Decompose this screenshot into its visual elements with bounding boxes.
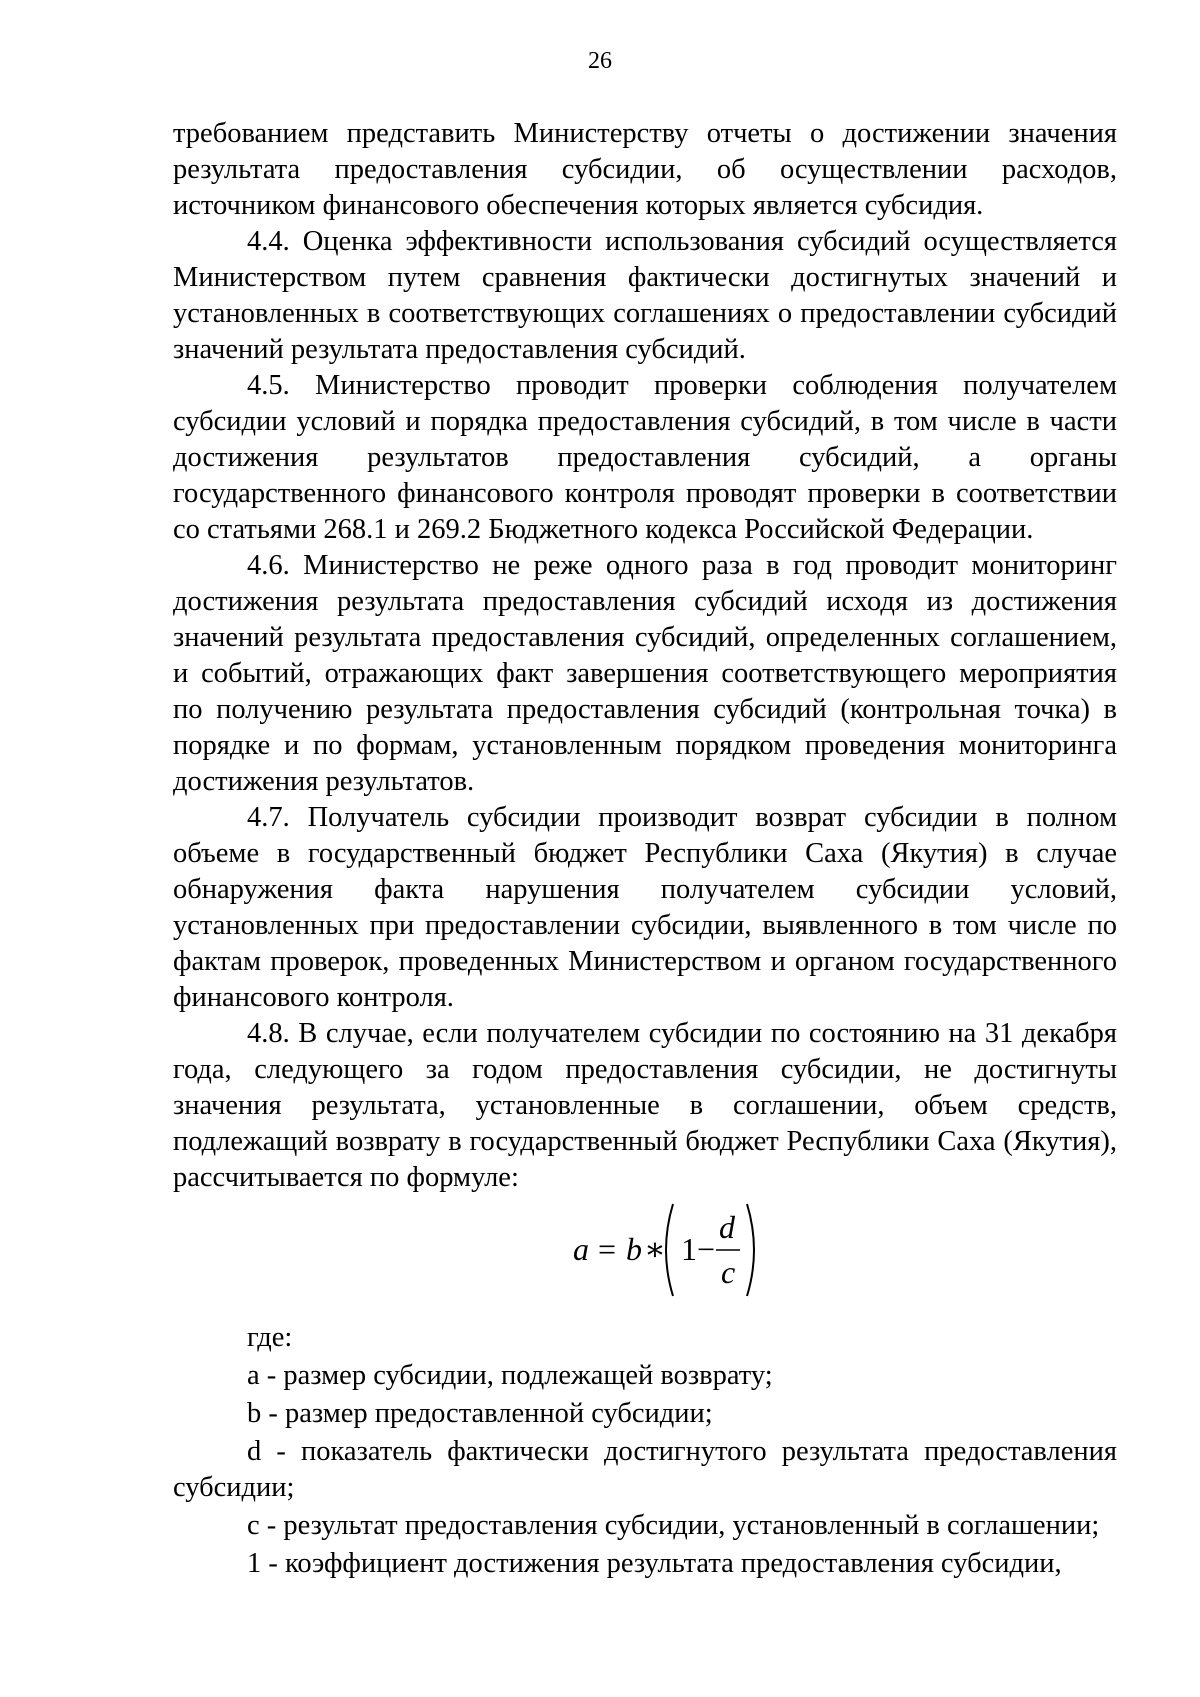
paragraph-4-7: 4.7. Получатель субсидии производит возврат субсидии в полном объеме в государственный бюджет Республики Саха (Якутия) в случае обнаружения факта нарушения получателем субсидии условий, установленных при предоставлении субсидии, выявленного в том числе по фактам проверок, проведенных Министерством и органом государственного финансового контроля. — [173, 802, 1117, 1013]
formula-graphic — [573, 1198, 773, 1300]
definition-d: d - показатель фактически достигнутого результата предоставления субсидии; — [173, 1436, 1117, 1503]
formula-minus: − — [697, 1231, 716, 1267]
formula-equals: = — [598, 1231, 617, 1267]
formula-b: b — [626, 1231, 642, 1267]
formula-times: ∗ — [644, 1231, 666, 1267]
formula-denominator: c — [721, 1254, 736, 1290]
paragraph-4-6: 4.6. Министерство не реже одного раза в год проводит мониторинг достижения результата предоставления субсидий исходя из достижения значений результата предоставления субсидий, определенных соглашением, и событий, отражающих факт завершения соответствующего мероприятия по получению результата предоставления субсидий (контрольная точка) в порядке и по формам, установленным порядком проведения мониторинга достижения результатов. — [173, 550, 1117, 797]
paragraph-4-4: 4.4. Оценка эффективности использования субсидий осуществляется Министерством путем сравнения фактически достигнутых значений и установленных в соответствующих соглашениях о предоставлении субсидий значений результата предоставления субсидий. — [173, 226, 1117, 365]
paragraph-4-8: 4.8. В случае, если получателем субсидии по состоянию на 31 декабря года, следующего за годом предоставления субсидии, не достигнуты значения результата, установленные в соглашении, объем средств, подлежащий возврату в государственный бюджет Республики Саха (Якутия), рассчитывается по формуле: — [173, 1018, 1117, 1193]
definition-a: a - размер субсидии, подлежащей возврату; — [247, 1360, 773, 1391]
refund-formula — [173, 1198, 1117, 1300]
definition-b: b - размер предоставленной субсидии; — [247, 1398, 713, 1429]
paragraph-continuation: требованием представить Министерству отчеты о достижении значения результата предоставления субсидии, об осуществлении расходов, источником финансового обеспечения которых является субсидия. — [173, 118, 1117, 221]
formula-numerator: d — [719, 1209, 735, 1245]
definition-c: c - результат предоставления субсидии, установленный в соглашении; — [247, 1510, 1100, 1541]
paragraph-4-5: 4.5. Министерство проводит проверки соблюдения получателем субсидии условий и порядка предоставления субсидий, в том числе в части достижения результатов предоставления субсидий, а органы государственного финансового контроля проводят проверки в соответствии со статьями 268.1 и 269.2 Бюджетного кодекса Российской Федерации. — [173, 370, 1117, 545]
formula-right-paren — [747, 1204, 754, 1296]
definitions-intro: где: — [247, 1322, 293, 1353]
formula-left-paren — [666, 1204, 673, 1296]
definition-one: 1 - коэффициент достижения результата предоставления субсидии, — [247, 1548, 1062, 1579]
document-body — [173, 116, 1117, 1584]
formula-lhs: a — [573, 1231, 589, 1267]
formula-one: 1 — [681, 1231, 697, 1267]
page-number: 26 — [588, 48, 612, 74]
